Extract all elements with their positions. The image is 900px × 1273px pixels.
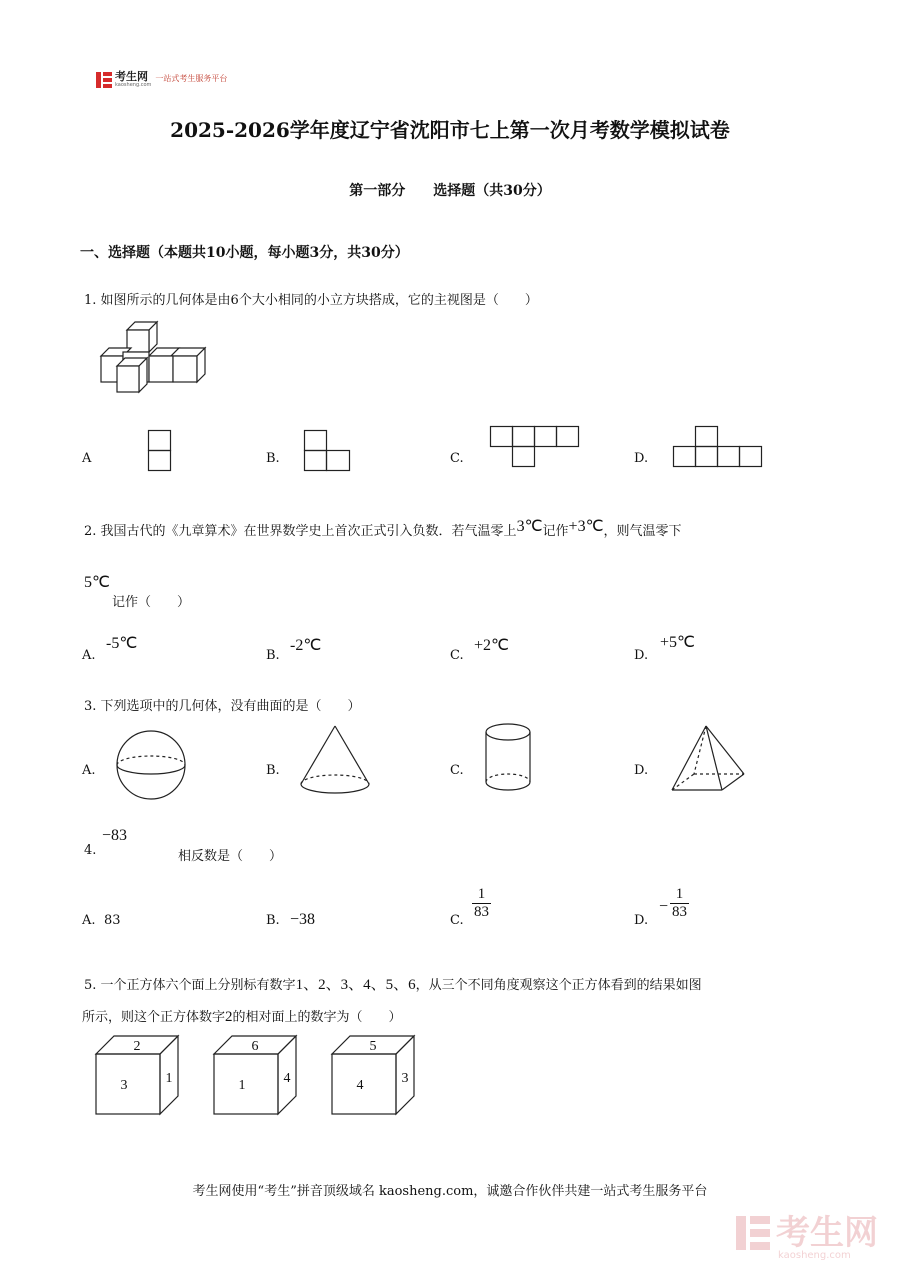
q3-option-d-pyramid[interactable] <box>668 724 748 796</box>
q4-option-a-label: A. <box>82 913 96 928</box>
q2-option-c-label: C. <box>450 648 464 663</box>
q3-option-b-cone[interactable] <box>299 724 373 796</box>
q2-option-a-label: A. <box>82 648 96 663</box>
q4-option-c-label: C. <box>450 913 464 928</box>
q1-number: 1. <box>84 293 97 308</box>
q5-text-line-1 <box>84 973 702 994</box>
q5-digit-2: 2 <box>225 1009 233 1025</box>
q3-option-a-sphere[interactable] <box>116 730 188 802</box>
cube-1-front-face <box>96 1054 160 1114</box>
cube-2-front-face <box>214 1054 278 1114</box>
logo-slogan: 一站式考生服务平台 <box>155 74 228 83</box>
q1-option-a-label: A <box>82 451 92 466</box>
cube-2-top-number: 6 <box>251 1039 259 1054</box>
q2-option-a-value[interactable]: -5℃ <box>106 635 138 652</box>
q2-option-d-value[interactable]: +5℃ <box>660 634 695 651</box>
footer-text: 考生网使用“考生”拼音顶级域名 kaosheng.com，诚邀合作伙伴共建一站式考生服务平台 <box>192 1184 708 1199</box>
q4-option-c-fraction[interactable] <box>472 886 491 921</box>
q4-option-d-numerator: 1 <box>670 886 689 904</box>
q4-option-d-fraction[interactable] <box>670 886 689 921</box>
cube-3-front-face <box>332 1054 396 1114</box>
q2-stem-b: 记作 <box>542 524 569 539</box>
cube-2-front-number: 1 <box>238 1078 246 1093</box>
q4-option-a-value[interactable]: 83 <box>104 913 121 928</box>
q3-text <box>84 695 361 714</box>
part-label: 选择题（共30分） <box>433 183 551 199</box>
q2-text <box>84 520 682 540</box>
q3-option-b-label: B. <box>266 763 280 778</box>
q2-option-b-label: B. <box>266 648 280 663</box>
q4-option-d-label: D. <box>634 913 649 928</box>
logo-domain: kaosheng.com <box>115 82 152 88</box>
q5-number: 5. <box>84 978 97 993</box>
q3-option-c-cylinder[interactable] <box>484 722 534 794</box>
logo-text: 考生网 <box>115 70 148 83</box>
q2-stem-d: 记作（ ） <box>112 595 191 610</box>
q1-stem: 如图所示的几何体是由6个大小相同的小立方块搭成，它的主视图是（ ） <box>100 293 538 308</box>
q2-value-2: +3℃ <box>568 518 604 535</box>
q5-stem-d: 的相对面上的数字为（ ） <box>232 1010 402 1025</box>
part-name: 第一部分 <box>349 183 406 199</box>
q2-value-1: 3℃ <box>516 518 543 535</box>
q3-option-d-label: D. <box>634 763 649 778</box>
cube-1-top-number: 2 <box>133 1039 141 1054</box>
q3-stem: 下列选项中的几何体，没有曲面的是（ ） <box>100 699 361 714</box>
q3-number: 3. <box>84 699 97 714</box>
q4-option-d-denominator: 83 <box>672 904 687 920</box>
q1-solid-figure <box>99 322 211 394</box>
q2-value-3: 5℃ <box>84 574 110 591</box>
q1-option-c-label: C. <box>450 451 464 466</box>
q1-option-b-label: B. <box>266 451 280 466</box>
q2-stem-a: 我国古代的《九章算术》在世界数学史上首次正式引入负数．若气温零上 <box>100 524 517 539</box>
q2-option-b-value[interactable]: -2℃ <box>290 637 322 654</box>
q4-number: 4. <box>84 843 97 858</box>
watermark <box>736 1205 878 1261</box>
q1-option-d-figure[interactable] <box>673 426 763 468</box>
watermark-logo-icon <box>736 1216 770 1250</box>
watermark-text: 考生网 <box>776 1213 878 1253</box>
cube-1-side-number: 1 <box>165 1071 173 1086</box>
q2-option-c-value[interactable]: +2℃ <box>474 637 509 654</box>
q5-stem-b: ，从三个不同角度观察这个正方体看到的结果如图 <box>415 978 702 993</box>
q4-option-b-value[interactable]: −38 <box>290 911 316 928</box>
q1-option-d-label: D. <box>634 451 649 466</box>
q2-number: 2. <box>84 524 97 539</box>
q4-stem: 相反数是（ ） <box>178 849 283 864</box>
page-title: 2025-2026学年度辽宁省沈阳市七上第一次月考数学模拟试卷 <box>170 118 730 142</box>
q3-option-c-label: C. <box>450 763 464 778</box>
q5-stem-c: 所示，则这个正方体数字 <box>82 1010 226 1025</box>
q5-cube-views <box>94 1034 409 1120</box>
q4-option-c-numerator: 1 <box>472 886 491 904</box>
q4-option-c-denominator: 83 <box>474 904 489 920</box>
cube-3-front-number: 4 <box>356 1078 364 1093</box>
q1-option-a-figure[interactable] <box>148 430 172 472</box>
q4-option-d-sign: − <box>659 898 669 915</box>
cube-3-side-number: 3 <box>401 1071 409 1086</box>
q5-digits: 1、2、3、4、5、6 <box>295 977 416 993</box>
q2-stem-c: ，则气温零下 <box>603 524 682 539</box>
cube-2-side-number: 4 <box>283 1071 291 1086</box>
section-heading: 一、选择题（本题共10小题，每小题3分，共30分） <box>80 245 409 261</box>
q1-text <box>84 289 538 308</box>
q3-option-a-label: A. <box>82 763 96 778</box>
q2-option-d-label: D. <box>634 648 649 663</box>
cube-1-front-number: 3 <box>120 1078 128 1093</box>
site-logo[interactable] <box>96 72 227 88</box>
cube-3-top-number: 5 <box>369 1039 377 1054</box>
logo-icon <box>96 72 112 88</box>
watermark-domain: kaosheng.com <box>778 1250 851 1261</box>
q4-value: −83 <box>102 827 128 844</box>
q1-option-b-figure[interactable] <box>304 430 352 472</box>
part-heading <box>0 180 900 200</box>
q5-text-line-2 <box>82 1006 402 1026</box>
q4-option-b-label: B. <box>266 913 280 928</box>
q1-option-c-figure[interactable] <box>490 426 580 468</box>
q5-stem-a: 一个正方体六个面上分别标有数字 <box>100 978 296 993</box>
